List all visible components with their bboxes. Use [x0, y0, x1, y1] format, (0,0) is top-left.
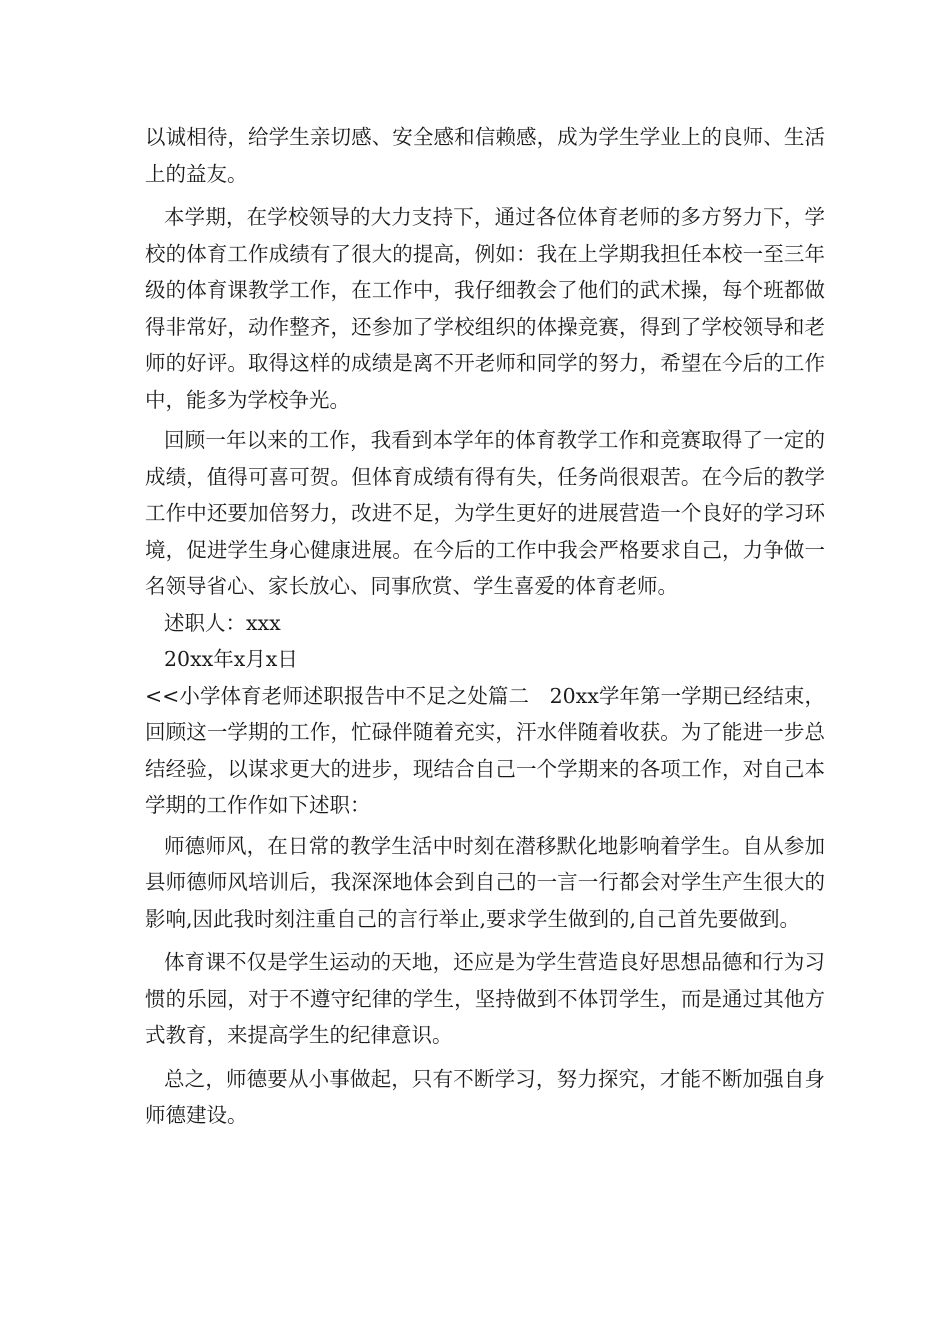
- paragraph-conclusion: 总之，师德要从小事做起，只有不断学习，努力探究，才能不断加强自身师德建设。: [145, 1066, 825, 1127]
- paragraph-teacher-ethics: 师德师风，在日常的教学生活中时刻在潜移默化地影响着学生。自从参加县师德师风培训后，我深深地体会到自己的一言一行都会对学生产生很大的影响,因此我时刻注重自己的言行举止,要求学生做到的,自己首先要做到。: [145, 833, 825, 931]
- document-body: [145, 119, 825, 1134]
- paragraph-year-review: 回顾一年以来的工作，我看到本学年的体育教学工作和竞赛取得了一定的成绩，值得可喜可贺。但体育成绩有得有失，任务尚很艰苦。在今后的教学工作中还要加倍努力，改进不足，为学生更好的进展营造一个良好的学习环境，促进学生身心健康进展。在今后的工作中我会严格要求自己，力争做一名领导省心、家长放心、同事欣赏、学生喜爱的体育老师。: [145, 428, 825, 598]
- paragraph-continuation: 以诚相待，给学生亲切感、安全感和信赖感，成为学生学业上的良师、生活上的益友。: [145, 125, 825, 186]
- paragraph-article-two-intro: <<小学体育老师述职报告中不足之处篇二 20xx学年第一学期已经结束，回顾这一学期的工作，忙碌伴随着充实，汗水伴随着收获。为了能进一步总结经验，以谋求更大的进步，现结合自己一个学期来的各项工作，对自己本学期的工作作如下述职：: [145, 683, 825, 817]
- date-line: 20xx年x月x日: [164, 647, 298, 671]
- paragraph-pe-class: 体育课不仅是学生运动的天地，还应是为学生营造良好思想品德和行为习惯的乐园，对于不遵守纪律的学生，坚持做到不体罚学生，而是通过其他方式教育，来提高学生的纪律意识。: [145, 950, 825, 1047]
- paragraph-semester-achievements: 本学期，在学校领导的大力支持下，通过各位体育老师的多方努力下，学校的体育工作成绩有了很大的提高，例如：我在上学期我担任本校一至三年级的体育课教学工作，在工作中，我仔细教会了他们的武术操，每个班都做得非常好，动作整齐，还参加了学校组织的体操竞赛，得到了学校领导和老师的好评。取得这样的成绩是离不开老师和同学的努力，希望在今后的工作中，能多为学校争光。: [145, 205, 825, 412]
- signer-line: 述职人：xxx: [164, 610, 281, 635]
